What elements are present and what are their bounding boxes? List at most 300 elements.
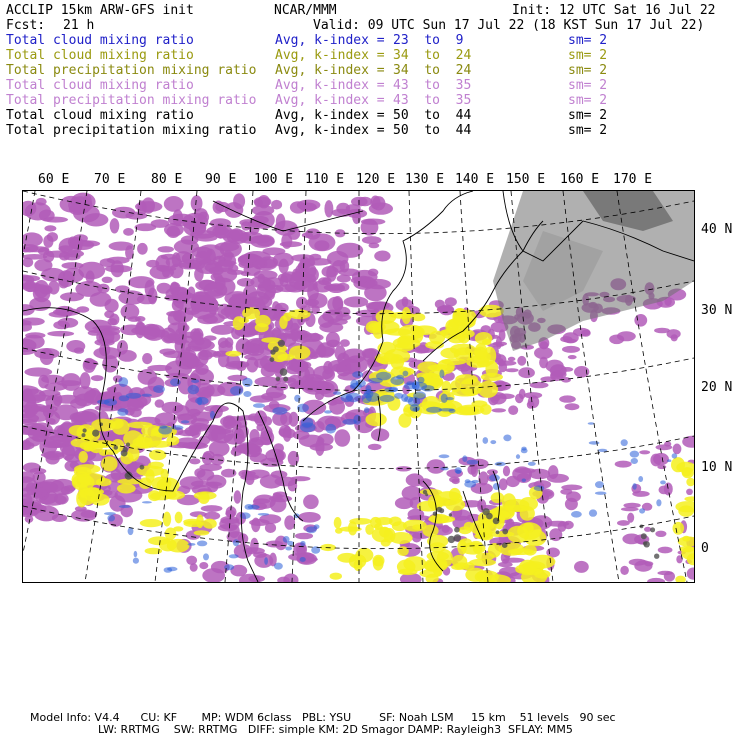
cloud-patch [639, 450, 650, 454]
cloud-patch [117, 484, 136, 494]
legend-k1: 34 [393, 48, 409, 63]
cloud-patch [142, 394, 152, 397]
cloud-patch [125, 212, 147, 220]
longitude-tick-label: 100 E [254, 172, 294, 187]
convective-cell [486, 513, 493, 520]
cloud-patch [170, 282, 180, 296]
cloud-patch [518, 367, 535, 378]
cloud-patch [284, 515, 295, 529]
cloud-patch [273, 253, 294, 268]
cloud-patch [368, 269, 379, 277]
cloud-patch [191, 195, 203, 211]
cloud-patch [66, 250, 84, 257]
cloud-patch [83, 194, 92, 209]
legend-k-range [393, 123, 471, 138]
cloud-patch [516, 454, 520, 459]
cloud-patch [324, 200, 333, 217]
cloud-patch [206, 475, 226, 489]
cloud-patch [194, 530, 210, 535]
cloud-patch [276, 214, 286, 231]
cloud-patch [248, 413, 260, 421]
cloud-patch [198, 387, 212, 397]
cloud-patch [326, 332, 340, 347]
cloud-patch [327, 251, 349, 266]
cloud-patch [303, 380, 321, 391]
cloud-patch [503, 466, 510, 477]
legend-k1: 50 [393, 108, 409, 123]
cloud-patch [199, 350, 218, 358]
cloud-patch [658, 547, 673, 554]
cloud-patch [499, 362, 508, 372]
cloud-patch [205, 425, 227, 440]
convective-cell [82, 433, 86, 437]
cloud-patch [264, 557, 268, 565]
convective-cell [126, 443, 130, 447]
cloud-patch [571, 511, 582, 518]
cloud-patch [639, 508, 645, 513]
cloud-patch [550, 364, 567, 377]
cloud-patch [323, 361, 333, 374]
model-info-line1: Model Info: V4.4 CU: KF MP: WDM 6class PBL: YSU SF: Noah LSM 15 km 51 levels 90 sec [30, 711, 616, 724]
cloud-patch [47, 331, 74, 337]
cloud-patch [105, 299, 119, 313]
cloud-patch [330, 573, 342, 580]
cloud-patch [519, 389, 526, 399]
longitude-tick-label: 120 E [356, 172, 396, 187]
legend-k2: 35 [455, 78, 472, 93]
cloud-patch [217, 260, 237, 266]
cloud-patch [673, 444, 682, 455]
legend-k2: 44 [455, 123, 472, 138]
legend-to: to [424, 108, 440, 123]
cloud-patch [667, 329, 681, 339]
cloud-patch [632, 483, 636, 490]
cloud-patch [355, 548, 373, 563]
cloud-patch [280, 241, 302, 247]
cloud-patch [464, 481, 476, 488]
cloud-patch [439, 454, 450, 458]
cloud-patch [167, 567, 177, 571]
cloud-patch [54, 493, 69, 504]
legend-k2: 9 [455, 33, 464, 48]
cloud-patch [477, 571, 489, 581]
legend-avg-label: Avg, k-index = [275, 48, 385, 63]
cloud-patch [159, 425, 167, 428]
cloud-patch [656, 444, 673, 450]
cloud-patch [315, 347, 334, 357]
cloud-patch [300, 557, 306, 562]
init-time: Init: 12 UTC Sat 16 Jul 22 [512, 3, 716, 18]
legend-avg-label: Avg, k-index = [275, 63, 385, 78]
cloud-patch [384, 328, 411, 335]
cloud-patch [682, 467, 694, 478]
cloud-patch [437, 549, 453, 567]
cloud-patch [450, 344, 476, 355]
cloud-patch [412, 313, 426, 321]
convective-cell [278, 340, 285, 347]
longitude-tick-label: 170 E [613, 172, 653, 187]
cloud-patch [528, 462, 536, 466]
cloud-patch [361, 219, 379, 236]
cloud-patch [348, 521, 357, 535]
cloud-patch [507, 526, 529, 543]
cloud-patch [135, 201, 162, 212]
cloud-patch [84, 213, 109, 226]
cloud-patch [672, 453, 678, 458]
cloud-patch [271, 471, 288, 479]
cloud-patch [190, 337, 212, 349]
legend-k-range [393, 78, 471, 93]
cloud-patch [175, 512, 183, 524]
cloud-patch [631, 458, 638, 464]
legend-k2: 24 [455, 48, 472, 63]
cloud-patch [224, 564, 234, 570]
cloud-patch [274, 563, 283, 570]
longitude-tick-label: 90 E [205, 172, 237, 187]
cloud-patch [492, 408, 506, 412]
cloud-patch [34, 504, 47, 512]
cloud-patch [303, 495, 319, 510]
cloud-patch [252, 205, 275, 216]
cloud-patch [565, 403, 580, 410]
cloud-patch [480, 404, 492, 415]
cloud-patch [379, 395, 394, 402]
cloud-patch [119, 395, 130, 401]
cloud-patch [133, 437, 153, 447]
cloud-patch [474, 347, 487, 359]
legend-k2: 35 [455, 93, 472, 108]
cloud-patch [620, 566, 629, 575]
cloud-patch [163, 512, 171, 527]
cloud-patch [134, 551, 138, 557]
cloud-patch [347, 209, 368, 218]
cloud-patch [401, 394, 408, 402]
cloud-patch [656, 499, 661, 506]
cloud-patch [40, 348, 54, 365]
cloud-patch [250, 235, 275, 248]
legend-k-range [393, 48, 471, 63]
legend-k-range [393, 108, 471, 123]
cloud-patch [634, 314, 647, 327]
cloud-patch [194, 267, 204, 281]
cloud-patch [366, 321, 382, 334]
cloud-patch [621, 507, 639, 511]
cloud-patch [246, 345, 264, 356]
cloud-patch [240, 474, 259, 480]
model-center: NCAR/MMM [274, 3, 337, 18]
cloud-patch [370, 517, 381, 528]
cloud-patch [686, 478, 694, 487]
cloud-patch [305, 258, 315, 266]
convective-cell [92, 430, 99, 437]
cloud-patch [684, 496, 694, 501]
cloud-patch [121, 304, 140, 320]
cloud-patch [104, 311, 114, 319]
cloud-patch [96, 329, 114, 345]
cloud-patch [621, 439, 628, 446]
cloud-patch [242, 378, 252, 387]
cloud-patch [181, 420, 189, 423]
cloud-patch [198, 492, 210, 504]
cloud-patch [213, 201, 224, 214]
cloud-patch [25, 202, 51, 220]
longitude-tick-label: 70 E [94, 172, 126, 187]
cloud-patch [127, 422, 152, 429]
cloud-patch [655, 531, 666, 537]
cloud-patch [168, 322, 190, 334]
legend-field-name: Total precipitation mixing ratio [6, 63, 257, 78]
convective-cell [643, 541, 647, 545]
cloud-patch [512, 466, 532, 481]
cloud-patch [429, 514, 449, 524]
cloud-patch [233, 193, 245, 209]
cloud-patch [490, 440, 496, 444]
cloud-patch [41, 452, 64, 458]
cloud-patch [197, 315, 218, 324]
cloud-patch [521, 447, 526, 451]
cloud-patch [426, 407, 442, 413]
convective-cell [83, 428, 87, 432]
cloud-patch [667, 459, 671, 462]
cloud-patch [686, 489, 693, 495]
cloud-patch [324, 410, 332, 413]
cloud-patch [439, 370, 444, 379]
cloud-patch [81, 510, 98, 518]
legend-field-name: Total cloud mixing ratio [6, 48, 194, 63]
cloud-patch [76, 306, 89, 312]
cloud-patch [291, 329, 300, 342]
cloud-patch [158, 246, 174, 252]
cloud-patch [342, 419, 356, 425]
legend-k1: 50 [393, 123, 409, 138]
legend-avg-label: Avg, k-index = [275, 123, 385, 138]
cloud-patch [588, 422, 595, 424]
convective-cell [123, 447, 128, 452]
cloud-patch [362, 236, 382, 244]
cloud-patch [449, 477, 460, 483]
cloud-patch [233, 316, 245, 330]
cloud-patch [166, 226, 180, 238]
cloud-patch [497, 394, 515, 400]
cloud-patch [384, 387, 397, 392]
cloud-patch [427, 459, 446, 474]
cloud-patch [211, 325, 234, 335]
cloud-patch [233, 539, 239, 546]
cloud-patch [451, 389, 478, 397]
convective-cell [273, 346, 279, 352]
cloud-patch [110, 218, 120, 233]
legend-smoothing: sm= 2 [568, 33, 608, 48]
cloud-patch [589, 509, 597, 516]
cloud-patch [69, 240, 94, 250]
cloud-patch [164, 196, 184, 212]
cloud-patch [300, 541, 305, 546]
cloud-patch [179, 352, 197, 367]
cloud-patch [568, 355, 577, 359]
cloud-patch [295, 533, 313, 540]
cloud-patch [119, 505, 131, 508]
cloud-patch [234, 490, 242, 504]
cloud-patch [227, 270, 244, 275]
cloud-patch [252, 257, 264, 269]
cloud-patch [253, 498, 270, 503]
longitude-tick-label: 80 E [151, 172, 183, 187]
cloud-patch [199, 280, 217, 290]
cloud-patch [230, 386, 243, 396]
legend-to: to [424, 48, 440, 63]
cloud-patch [25, 332, 45, 338]
cloud-patch [687, 568, 694, 580]
cloud-patch [290, 201, 306, 213]
cloud-patch [294, 277, 318, 292]
cloud-patch [145, 548, 163, 555]
cloud-patch [166, 373, 189, 380]
cloud-patch [133, 558, 139, 564]
cloud-patch [245, 504, 254, 510]
cloud-patch [629, 559, 647, 566]
cloud-patch [142, 501, 152, 503]
cloud-patch [527, 401, 535, 409]
cloud-patch [201, 505, 223, 512]
cloud-patch [44, 225, 56, 231]
cloud-patch [517, 356, 526, 366]
legend-k1: 34 [393, 63, 409, 78]
cloud-patch [224, 433, 246, 444]
cloud-patch [344, 296, 369, 307]
map-canvas [23, 191, 694, 582]
cloud-patch [142, 353, 152, 364]
cloud-patch [534, 485, 545, 491]
cloud-patch [372, 527, 393, 542]
cloud-patch [449, 317, 476, 329]
cloud-patch [352, 371, 363, 378]
cloud-patch [515, 565, 531, 574]
cloud-patch [163, 491, 185, 500]
cloud-patch [187, 287, 195, 299]
cloud-patch [105, 265, 133, 273]
longitude-tick-label: 60 E [38, 172, 70, 187]
cloud-patch [306, 526, 317, 533]
cloud-patch [256, 424, 264, 431]
cloud-patch [203, 519, 217, 529]
legend-to: to [424, 78, 440, 93]
convective-cell [280, 368, 288, 376]
legend-avg-label: Avg, k-index = [275, 108, 385, 123]
cloud-patch [250, 395, 274, 402]
cloud-patch [563, 521, 574, 529]
legend-k-range [393, 93, 471, 108]
cloud-patch [534, 570, 550, 579]
cloud-patch [58, 318, 79, 328]
latitude-tick-label: 20 N [701, 380, 733, 395]
cloud-patch [112, 419, 130, 435]
plot-title: ACCLIP 15km ARW-GFS init [6, 3, 194, 18]
cloud-patch [318, 314, 334, 328]
cloud-patch [566, 491, 581, 502]
cloud-patch [673, 522, 685, 535]
cloud-patch [117, 408, 128, 416]
cloud-patch [310, 333, 320, 342]
cloud-patch [368, 378, 383, 384]
cloud-patch [170, 378, 181, 386]
cloud-patch [204, 512, 220, 520]
legend-field-name: Total cloud mixing ratio [6, 78, 194, 93]
cloud-patch [189, 458, 200, 464]
cloud-patch [364, 407, 369, 413]
legend-smoothing: sm= 2 [568, 93, 608, 108]
cloud-patch [52, 514, 67, 522]
cloud-patch [258, 513, 269, 516]
convective-cell [283, 377, 288, 382]
cloud-patch [404, 383, 417, 390]
cloud-patch [365, 413, 386, 427]
cloud-patch [609, 335, 624, 345]
forecast-label: Fcst: [6, 18, 46, 33]
legend-k2: 24 [455, 63, 472, 78]
cloud-patch [678, 536, 694, 546]
legend-field-name: Total precipitation mixing ratio [6, 123, 257, 138]
cloud-patch [397, 546, 408, 556]
cloud-patch [294, 395, 300, 402]
convective-cell [454, 527, 460, 533]
cloud-patch [412, 532, 422, 542]
cloud-patch [389, 517, 402, 527]
legend-to: to [424, 63, 440, 78]
cloud-patch [547, 474, 569, 483]
cloud-patch [43, 235, 53, 248]
legend-k-range [393, 33, 463, 48]
cloud-patch [286, 360, 308, 372]
cloud-patch [362, 393, 372, 403]
cloud-patch [615, 461, 632, 468]
cloud-patch [153, 385, 165, 393]
cloud-patch [192, 247, 213, 259]
cloud-patch [238, 256, 247, 263]
cloud-patch [279, 425, 292, 438]
cloud-patch [309, 234, 336, 252]
cloud-patch [589, 441, 600, 445]
legend-smoothing: sm= 2 [568, 78, 608, 93]
cloud-patch [140, 519, 163, 527]
legend-k1: 43 [393, 93, 409, 108]
cloud-patch [675, 576, 686, 582]
legend-avg-label: Avg, k-index = [275, 33, 385, 48]
cloud-patch [183, 442, 206, 449]
cloud-patch [264, 362, 280, 372]
cloud-patch [499, 478, 508, 490]
cloud-patch [462, 455, 467, 462]
cloud-patch [503, 435, 511, 442]
cloud-patch [102, 277, 113, 283]
cloud-patch [188, 409, 201, 417]
legend-avg-label: Avg, k-index = [275, 78, 385, 93]
cloud-patch [539, 357, 548, 369]
cloud-patch [334, 429, 350, 447]
legend-to: to [424, 93, 440, 108]
cloud-patch [162, 402, 184, 414]
cloud-patch [595, 481, 604, 488]
cloud-patch [298, 512, 321, 523]
cloud-patch [333, 391, 341, 395]
cloud-patch [464, 522, 474, 531]
convective-cell [654, 554, 659, 559]
cloud-patch [179, 262, 199, 270]
cloud-patch [374, 251, 390, 262]
convective-cell [449, 513, 452, 516]
cloud-patch [78, 262, 105, 280]
cloud-patch [483, 437, 489, 444]
legend-field-name: Total cloud mixing ratio [6, 33, 194, 48]
